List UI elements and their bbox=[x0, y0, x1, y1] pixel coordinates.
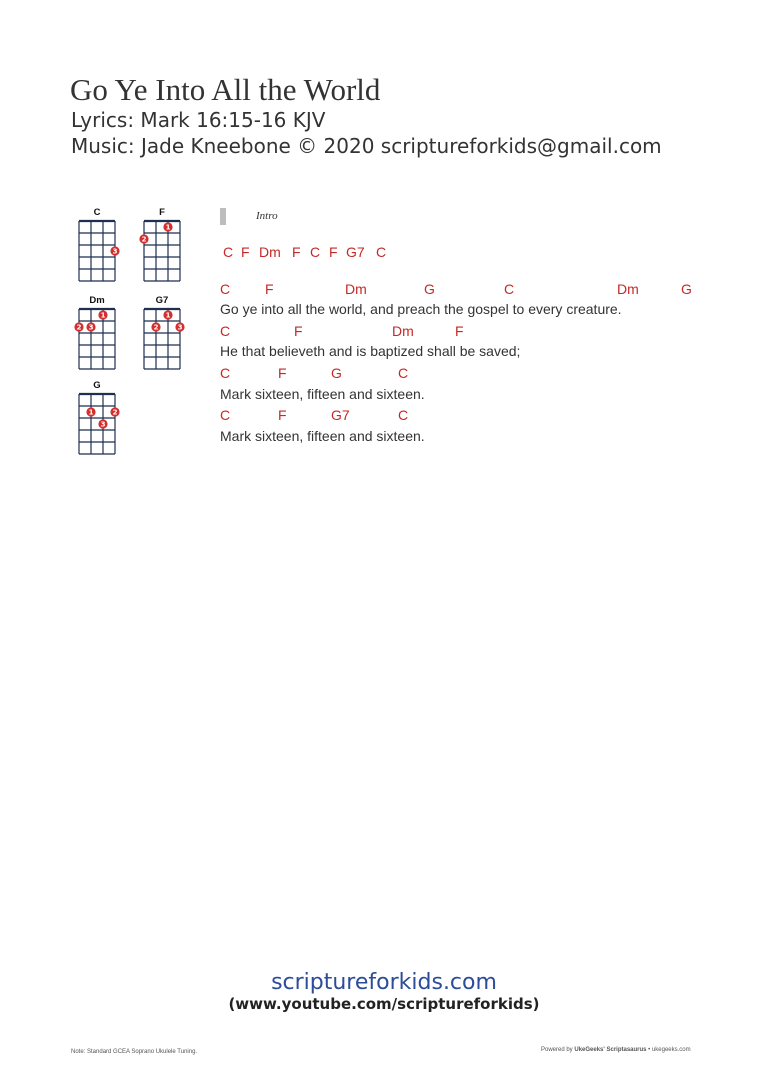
intro-chord: C bbox=[223, 244, 234, 260]
finger-number: 2 bbox=[141, 235, 147, 244]
chord-label: F bbox=[294, 323, 303, 339]
chord-label: C bbox=[504, 281, 515, 297]
chord-label: G7 bbox=[331, 407, 350, 423]
intro-chord: G7 bbox=[346, 244, 365, 260]
chord-label: C bbox=[398, 407, 409, 423]
intro-chord: C bbox=[310, 244, 321, 260]
lyric-line: He that believeth and is baptized shall be saved; bbox=[220, 343, 521, 359]
intro-label: Intro bbox=[256, 210, 278, 222]
finger-number: 2 bbox=[112, 408, 118, 417]
chord-diagram-name: G7 bbox=[155, 295, 169, 306]
chord-diagram-name: G bbox=[93, 380, 101, 391]
chord-label: C bbox=[220, 281, 231, 297]
chord-diagram-c bbox=[76, 208, 118, 280]
chord-diagram-dm bbox=[76, 296, 118, 368]
chord-diagram-name: F bbox=[159, 207, 165, 218]
intro-chord: F bbox=[241, 244, 250, 260]
finger-number: 1 bbox=[165, 311, 171, 320]
finger-number: 3 bbox=[112, 247, 118, 256]
lyrics-credit: Lyrics: Mark 16:15-16 KJV bbox=[71, 108, 326, 132]
chord-label: F bbox=[265, 281, 274, 297]
fretboard-icon bbox=[76, 219, 118, 279]
chord-diagrams bbox=[76, 208, 196, 458]
chord-label: Dm bbox=[617, 281, 639, 297]
chord-diagram-name: Dm bbox=[89, 295, 105, 306]
chord-label: G bbox=[681, 281, 692, 297]
chord-diagram-g bbox=[76, 381, 118, 453]
lyric-line: Go ye into all the world, and preach the gospel to every creature. bbox=[220, 301, 622, 317]
youtube-link[interactable]: (www.youtube.com/scriptureforkids) bbox=[228, 995, 540, 1013]
chord-diagram-name: C bbox=[93, 207, 101, 218]
tuning-note: Note: Standard GCEA Soprano Ukulele Tuning. bbox=[71, 1049, 198, 1055]
powered-suffix[interactable]: • ukegeeks.com bbox=[648, 1047, 691, 1053]
lyric-line: Mark sixteen, fifteen and sixteen. bbox=[220, 386, 425, 402]
fretboard-icon bbox=[76, 392, 118, 452]
intro-chord: C bbox=[376, 244, 387, 260]
chord-label: C bbox=[220, 323, 231, 339]
finger-number: 1 bbox=[100, 311, 106, 320]
powered-prefix: Powered by bbox=[541, 1047, 573, 1053]
intro-marker bbox=[220, 208, 226, 225]
lyric-line: Mark sixteen, fifteen and sixteen. bbox=[220, 428, 425, 444]
chord-label: C bbox=[220, 365, 231, 381]
chord-label: Dm bbox=[392, 323, 414, 339]
intro-chord: F bbox=[292, 244, 301, 260]
song-title: Go Ye Into All the World bbox=[70, 72, 381, 107]
chord-label: G bbox=[331, 365, 342, 381]
finger-number: 3 bbox=[177, 323, 183, 332]
intro-chord: Dm bbox=[259, 244, 281, 260]
chord-label: F bbox=[278, 407, 287, 423]
chord-diagram-g7 bbox=[141, 296, 183, 368]
chord-label: F bbox=[278, 365, 287, 381]
finger-number: 1 bbox=[88, 408, 94, 417]
finger-number: 2 bbox=[76, 323, 82, 332]
fretboard-icon bbox=[141, 307, 183, 367]
chord-diagram-f bbox=[141, 208, 183, 280]
chord-label: Dm bbox=[345, 281, 367, 297]
chord-label: G bbox=[424, 281, 435, 297]
finger-number: 3 bbox=[100, 420, 106, 429]
powered-brand[interactable]: UkeGeeks' Scriptasaurus bbox=[574, 1047, 647, 1053]
finger-number: 3 bbox=[88, 323, 94, 332]
powered-by bbox=[541, 1047, 691, 1053]
fretboard-icon bbox=[141, 219, 183, 279]
intro-chord: F bbox=[329, 244, 338, 260]
fretboard-icon bbox=[76, 307, 118, 367]
finger-number: 2 bbox=[153, 323, 159, 332]
chord-label: C bbox=[398, 365, 409, 381]
music-credit: Music: Jade Kneebone © 2020 scriptureforkids@gmail.com bbox=[71, 134, 662, 158]
chord-label: F bbox=[455, 323, 464, 339]
chord-label: C bbox=[220, 407, 231, 423]
website-link[interactable]: scriptureforkids.com bbox=[271, 970, 497, 995]
finger-number: 1 bbox=[165, 223, 171, 232]
